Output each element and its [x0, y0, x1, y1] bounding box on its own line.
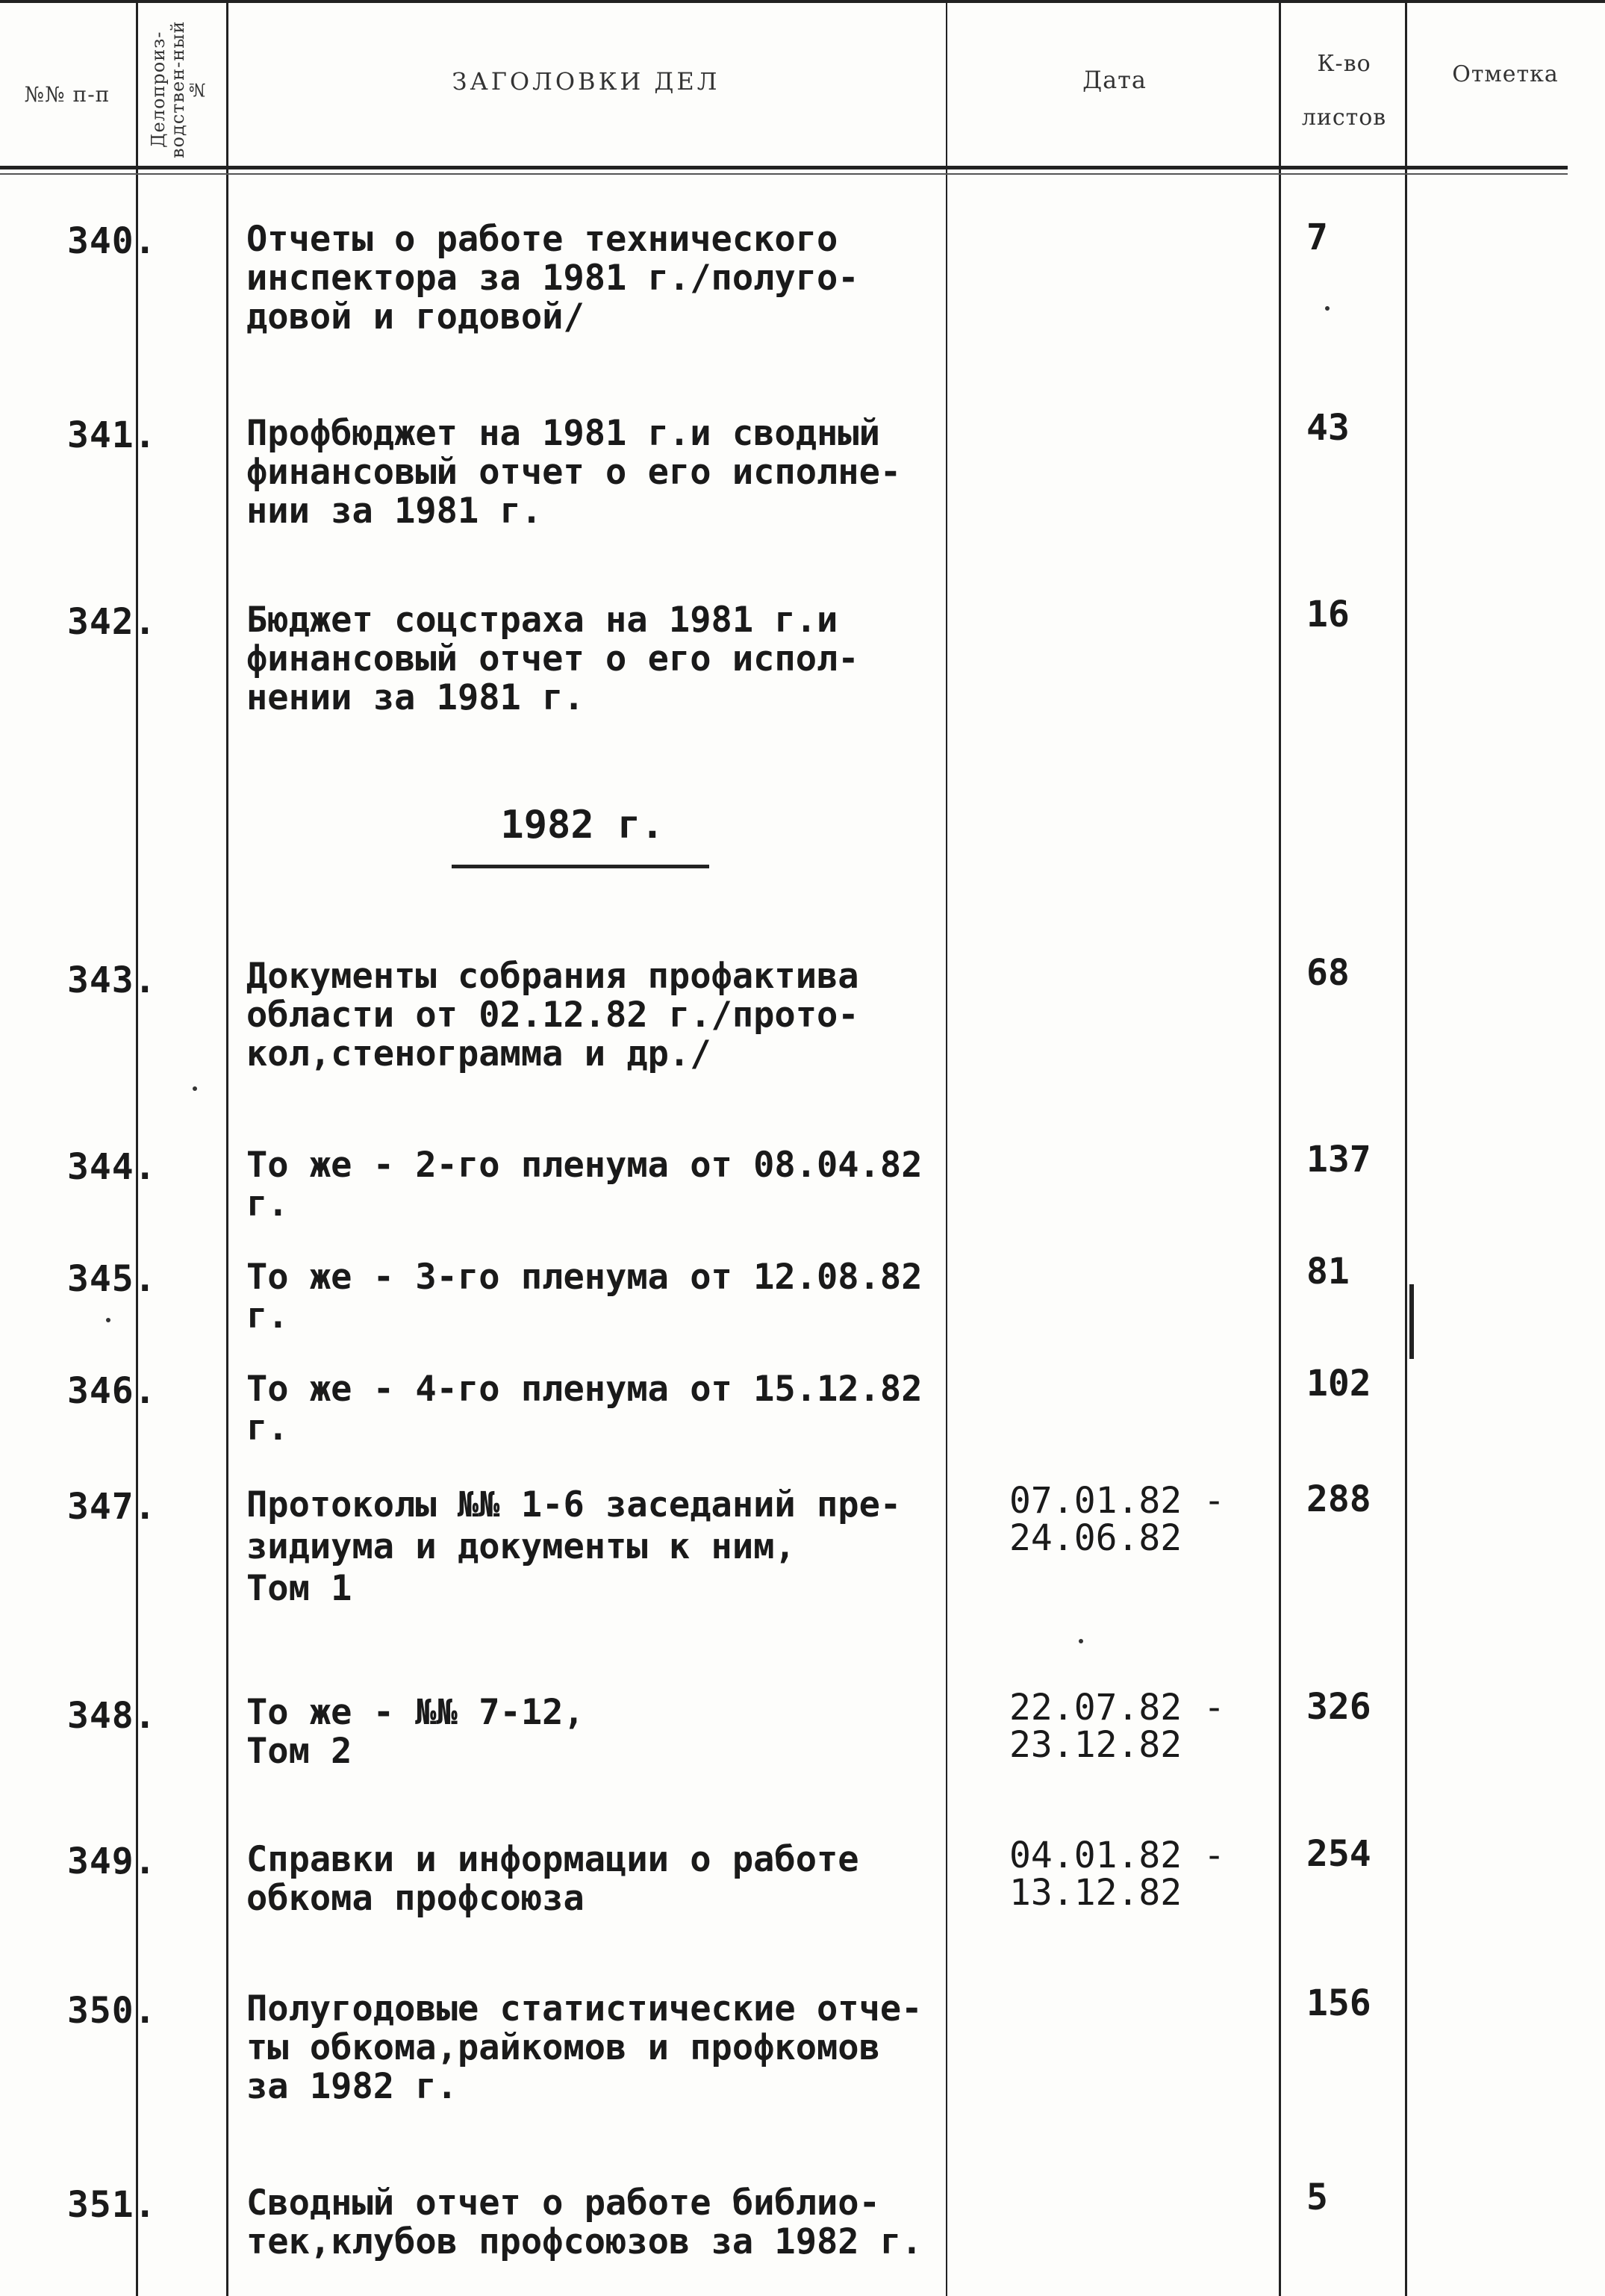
row-sheet-count: 7 [1306, 217, 1328, 258]
row-sheet-count: 81 [1306, 1251, 1350, 1292]
row-number: 346. [67, 1370, 157, 1412]
row-title: То же - 2-го пленума от 08.04.82 г. [246, 1145, 923, 1225]
row-number: 342. [67, 601, 157, 643]
row-title: Профбюджет на 1981 г.и сводный финансовый отчет о его исполне- нии за 1981 г. [246, 413, 902, 532]
header-num-label: №№ п-п [24, 82, 110, 107]
row-sheet-count: 102 [1306, 1363, 1371, 1404]
row-date-range: 22.07.82 - 23.12.82 [1009, 1687, 1225, 1766]
header-bottom-rule-2 [0, 173, 1568, 175]
row-title: То же - 4-го пленума от 15.12.82 г. [246, 1369, 923, 1449]
row-title: Отчеты о работе технического инспектора за 1981 г./полуго- довой и годовой/ [246, 219, 859, 337]
row-sheet-count: 326 [1306, 1686, 1371, 1728]
row-sheet-count: 5 [1306, 2177, 1328, 2218]
header-title-label: ЗАГОЛОВКИ ДЕЛ [452, 67, 720, 96]
column-rule-date [1279, 0, 1281, 2296]
row-number: 345. [67, 1258, 157, 1300]
row-number: 343. [67, 959, 157, 1001]
row-title: То же - №№ 7-12, Том 2 [246, 1692, 585, 1772]
header-prod-label: Делопроиз-водствен-ный № [148, 20, 208, 159]
scan-speck [1325, 306, 1330, 311]
row-title: То же - 3-го пленума от 12.08.82 г. [246, 1257, 923, 1337]
scan-mark [1409, 1284, 1414, 1359]
row-number: 347. [67, 1486, 157, 1528]
scan-speck [1079, 1639, 1083, 1643]
row-title: Полугодовые статистические отче- ты обкома,райкомов и профкомов за 1982 г. [246, 1988, 923, 2107]
row-sheet-count: 156 [1306, 1982, 1371, 2024]
column-rule-count [1405, 0, 1407, 2296]
scan-speck [193, 1086, 197, 1091]
row-sheet-count: 254 [1306, 1833, 1371, 1875]
header-top-rule [0, 0, 1605, 3]
row-sheet-count: 137 [1306, 1139, 1371, 1180]
row-title: Бюджет соцстраха на 1981 г.и финансовый отчет о его испол- нении за 1981 г. [246, 600, 859, 718]
row-title: Документы собрания профактива области от 02.12.82 г./прото- кол,стенограмма и др./ [246, 956, 859, 1074]
row-sheet-count: 288 [1306, 1478, 1371, 1520]
section-year-heading: 1982 г. [500, 803, 664, 847]
header-bottom-rule [0, 166, 1568, 169]
row-title: Сводный отчет о работе библио- тек,клубов профсоюзов за 1982 г. [246, 2183, 923, 2262]
row-sheet-count: 16 [1306, 594, 1350, 635]
section-year-underline [452, 865, 709, 868]
column-rule-prod [226, 0, 228, 2296]
row-sheet-count: 43 [1306, 407, 1350, 449]
row-number: 350. [67, 1990, 157, 2032]
row-date-range: 07.01.82 - 24.06.82 [1009, 1480, 1225, 1559]
header-mark-label: Отметка [1452, 61, 1559, 87]
row-date-range: 04.01.82 - 13.12.82 [1009, 1835, 1225, 1914]
row-title: Справки и информации о работе обкома профсоюза [246, 1839, 859, 1919]
row-number: 344. [67, 1146, 157, 1188]
row-number: 349. [67, 1841, 157, 1882]
row-number: 340. [67, 220, 157, 262]
header-date-label: Дата [1082, 66, 1147, 94]
scan-speck [106, 1318, 110, 1322]
header-count-label: К-во листов [1301, 51, 1387, 131]
row-title: Протоколы №№ 1-6 заседаний пре- зидиума и документы к ним, Том 1 [246, 1484, 902, 1609]
row-sheet-count: 68 [1306, 952, 1350, 994]
row-number: 341. [67, 414, 157, 456]
row-number: 348. [67, 1695, 157, 1737]
row-number: 351. [67, 2184, 157, 2226]
